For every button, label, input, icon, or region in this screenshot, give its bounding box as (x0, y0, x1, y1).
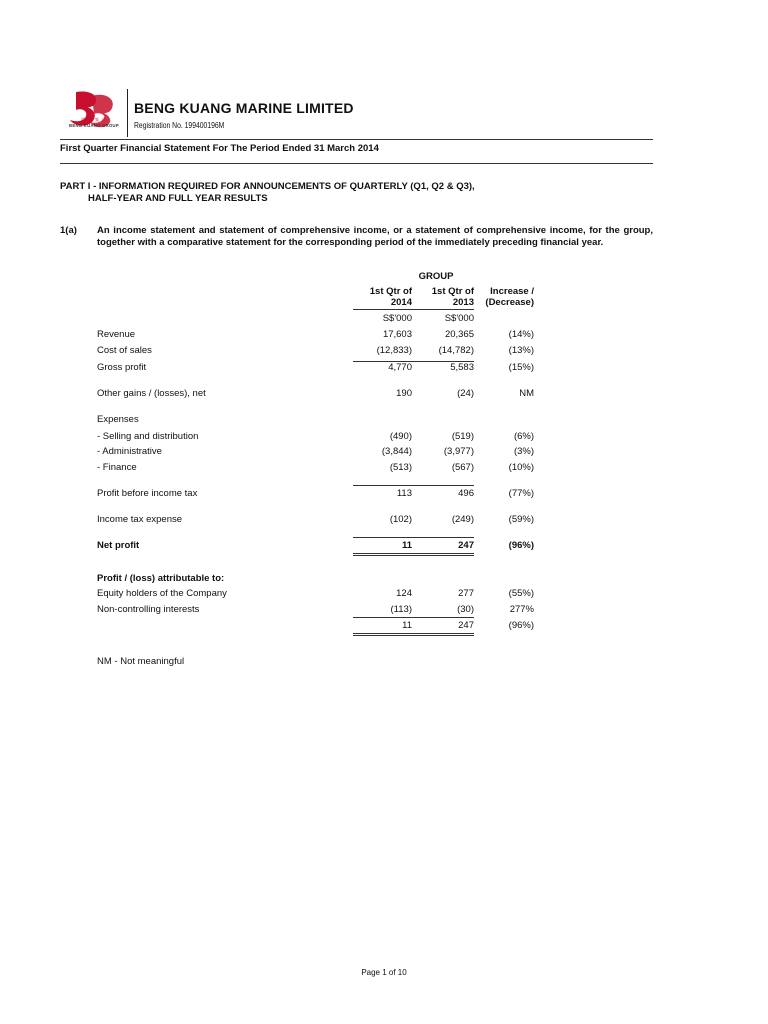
registration-number: Registration No. 199400196M (134, 121, 225, 130)
cell-change: (96%) (508, 620, 534, 631)
row-label: - Administrative (97, 446, 162, 457)
section-number: 1(a) (60, 225, 77, 236)
total-rule-bottom1 (353, 633, 474, 634)
col-change-line1: Increase / (490, 286, 534, 297)
cell-2013: 247 (458, 540, 474, 551)
col-2014-line2: 2014 (390, 297, 412, 308)
cell-2013: (567) (451, 462, 474, 473)
col-2013-unit: S$'000 (444, 313, 474, 324)
total-rule-bottom2 (353, 635, 474, 636)
cell-change: (59%) (508, 514, 534, 525)
col-change-header (470, 286, 534, 308)
row-label: Profit / (loss) attributable to: (97, 573, 225, 584)
cell-2014: 124 (396, 588, 412, 599)
group-header: GROUP (418, 271, 454, 282)
cell-2014: 17,603 (382, 329, 412, 340)
cell-change: (96%) (508, 540, 534, 551)
cell-2013: 5,583 (450, 362, 474, 373)
gross-profit-rule (353, 361, 474, 362)
header-divider (127, 89, 128, 137)
row-label: Net profit (97, 540, 140, 551)
row-label: - Selling and distribution (97, 431, 199, 442)
cell-change: (77%) (508, 488, 534, 499)
net-profit-rule-bottom1 (353, 553, 474, 554)
cell-2014: (102) (389, 514, 412, 525)
cell-change: (10%) (508, 462, 534, 473)
cell-change: (3%) (513, 446, 534, 457)
cell-2013: (519) (451, 431, 474, 442)
row-label: Gross profit (97, 362, 147, 373)
cell-change: (14%) (508, 329, 534, 340)
cell-2014: (113) (390, 604, 412, 615)
col-2013-header (412, 286, 474, 308)
cell-2014: (12,833) (376, 345, 412, 356)
row-label: Revenue (97, 329, 136, 340)
total-rule-top (353, 617, 474, 618)
col-2013-line1: 1st Qtr of (431, 286, 474, 297)
cell-2014: 4,770 (388, 362, 412, 373)
footnote: NM - Not meaningful (97, 656, 185, 667)
row-label: Other gains / (losses), net (97, 388, 206, 399)
title-rule (60, 163, 653, 164)
cell-2014: 190 (396, 388, 412, 399)
company-name: BENG KUANG MARINE LIMITED (134, 100, 354, 116)
cell-2013: 277 (458, 588, 474, 599)
cell-2014: (3,844) (381, 446, 412, 457)
row-label: Income tax expense (97, 514, 183, 525)
cell-2013: (3,977) (443, 446, 474, 457)
cell-2014: (513) (389, 462, 412, 473)
header-rule (60, 139, 653, 140)
col-2014-header (350, 286, 412, 308)
cell-change: (13%) (508, 345, 534, 356)
part-heading-line1: PART I - INFORMATION REQUIRED FOR ANNOUNCEMENTS OF QUARTERLY (Q1, Q2 & Q3), (60, 181, 475, 192)
header-underline (353, 309, 474, 310)
cell-change: 277% (509, 604, 534, 615)
pbt-rule (353, 485, 474, 486)
cell-change: (6%) (513, 431, 534, 442)
row-label: Expenses (97, 414, 139, 425)
cell-2013: 20,365 (444, 329, 474, 340)
cell-2014: (490) (389, 431, 412, 442)
cell-2013: (14,782) (438, 345, 474, 356)
cell-change: (55%) (508, 588, 534, 599)
cell-2014: 11 (402, 620, 412, 631)
cell-2013: (30) (457, 604, 474, 615)
col-2014-line1: 1st Qtr of (369, 286, 412, 297)
logo-chinese-text: 明光集团 (81, 117, 109, 122)
row-label: - Finance (97, 462, 137, 473)
row-label: Profit before income tax (97, 488, 198, 499)
col-2014-unit: S$'000 (382, 313, 412, 324)
row-label: Cost of sales (97, 345, 152, 356)
net-profit-rule-bottom2 (353, 555, 474, 556)
net-profit-rule-top (353, 537, 474, 538)
cell-change: NM (519, 388, 534, 399)
col-2013-line2: 2013 (452, 297, 474, 308)
part-heading (60, 181, 475, 205)
part-heading-line2: HALF-YEAR AND FULL YEAR RESULTS (88, 193, 268, 204)
col-change-line2: (Decrease) (485, 297, 534, 308)
logo-caption: BENG KUANG GROUP (69, 123, 119, 128)
cell-change: (15%) (508, 362, 534, 373)
page-number: Page 1 of 10 (361, 968, 407, 977)
row-label: Non-controlling interests (97, 604, 200, 615)
cell-2013: 247 (458, 620, 474, 631)
cell-2013: 496 (458, 488, 474, 499)
cell-2013: (24) (457, 388, 474, 399)
statement-title: First Quarter Financial Statement For The Period Ended 31 March 2014 (60, 143, 379, 154)
cell-2014: 113 (396, 488, 412, 499)
row-label: Equity holders of the Company (97, 588, 227, 599)
cell-2013: (249) (451, 514, 474, 525)
cell-2014: 11 (401, 540, 412, 551)
section-text: An income statement and statement of comprehensive income, or a statement of comprehensive income, for the group, together with a comparative statement for the corresponding period of the immediately preceding financial year. (97, 225, 653, 248)
